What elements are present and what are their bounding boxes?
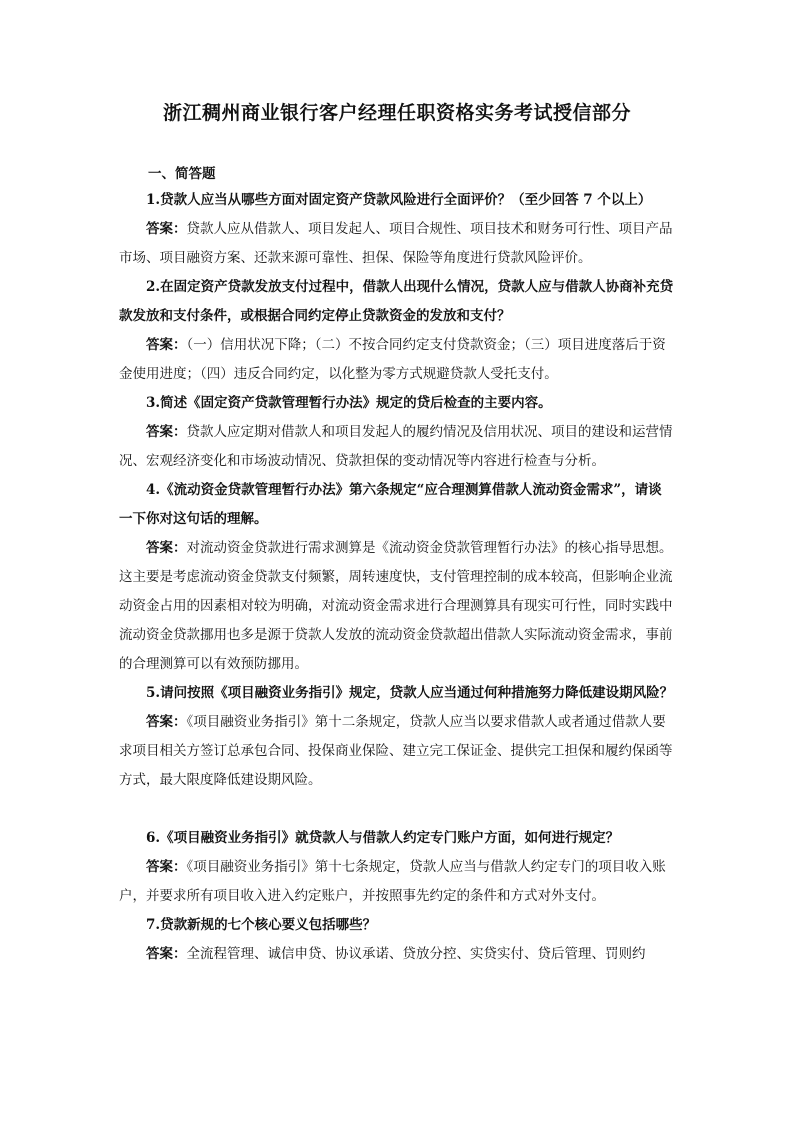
blank-line bbox=[119, 795, 675, 824]
question-1: 1.贷款人应当从哪些方面对固定资产贷款风险进行全面评价？（至少回答 7 个以上） bbox=[146, 192, 652, 208]
answer-text: 贷款人应从借款人、项目发起人、项目合规性、项目技术和财务可行性、项目产品市场、项目融资方案、还款来源可靠性、担保、保险等角度进行贷款风险评价。 bbox=[119, 221, 673, 266]
question-2: 2.在固定资产贷款发放支付过程中，借款人出现什么情况，贷款人应与借款人协商补充贷款发放和支付条件，或根据合同约定停止贷款资金的发放和支付？ bbox=[119, 279, 674, 324]
answer-label: 答案： bbox=[146, 946, 187, 962]
question-7: 7.贷款新规的七个核心要义包括哪些？ bbox=[146, 917, 377, 933]
question-6: 6.《项目融资业务指引》就贷款人与借款人约定专门账户方面，如何进行规定？ bbox=[146, 830, 620, 846]
answer-text: 贷款人应定期对借款人和项目发起人的履约情况及信用状况、项目的建设和运营情况、宏观经济变化和市场波动情况、贷款担保的变动情况等内容进行检查与分析。 bbox=[119, 424, 673, 469]
document-title: 浙江稠州商业银行客户经理任职资格实务考试授信部分 bbox=[162, 102, 631, 124]
question-5: 5.请问按照《项目融资业务指引》规定，贷款人应当通过何种措施努力降低建设期风险？ bbox=[146, 685, 674, 701]
question-4: 4.《流动资金贷款管理暂行办法》第六条规定“应合理测算借款人流动资金需求”，请谈一下你对这句话的理解。 bbox=[119, 482, 662, 527]
answer-4 bbox=[119, 534, 675, 679]
answer-7 bbox=[119, 940, 675, 969]
answer-label: 答案： bbox=[146, 859, 187, 875]
answer-label: 答案： bbox=[146, 424, 187, 440]
answer-3 bbox=[119, 418, 675, 476]
answer-text: 《项目融资业务指引》第十二条规定，贷款人应当以要求借款人或者通过借款人要求项目相关方签订总承包合同、投保商业保险、建立完工保证金、提供完工担保和履约保函等方式，最大限度降低建设期风险。 bbox=[119, 714, 673, 788]
answer-label: 答案： bbox=[146, 540, 187, 556]
answer-text: （一）信用状况下降；（二）不按合同约定支付贷款资金；（三）项目进度落后于资金使用进度；（四）违反合同约定，以化整为零方式规避贷款人受托支付。 bbox=[119, 337, 666, 382]
answer-label: 答案： bbox=[146, 714, 187, 730]
answer-label: 答案： bbox=[146, 221, 187, 237]
answer-1 bbox=[119, 215, 675, 273]
answer-2 bbox=[119, 331, 675, 389]
answer-5 bbox=[119, 708, 675, 795]
answer-text: 全流程管理、诚信申贷、协议承诺、贷放分控、实贷实付、贷后管理、罚则约 bbox=[186, 946, 646, 962]
answer-6 bbox=[119, 853, 675, 911]
qa-list bbox=[119, 186, 675, 969]
answer-text: 《项目融资业务指引》第十七条规定，贷款人应当与借款人约定专门的项目收入账户，并要求所有项目收入进入约定账户，并按照事先约定的条件和方式对外支付。 bbox=[119, 859, 666, 904]
question-3: 3.简述《固定资产贷款管理暂行办法》规定的贷后检查的主要内容。 bbox=[146, 395, 552, 411]
section-heading: 一、简答题 bbox=[148, 166, 216, 182]
answer-text: 对流动资金贷款进行需求测算是《流动资金贷款管理暂行办法》的核心指导思想。这主要是考虑流动资金贷款支付频繁，周转速度快，支付管理控制的成本较高，但影响企业流动资金占用的因素相对较为明确，对流动资金需求进行合理测算具有现实可行性，同时实践中流动资金贷款挪用也多是源于贷款人发放的流动资金贷款超出借款人实际流动资金需求，事前的合理测算可以有效预防挪用。 bbox=[119, 540, 673, 672]
answer-label: 答案： bbox=[146, 337, 187, 353]
